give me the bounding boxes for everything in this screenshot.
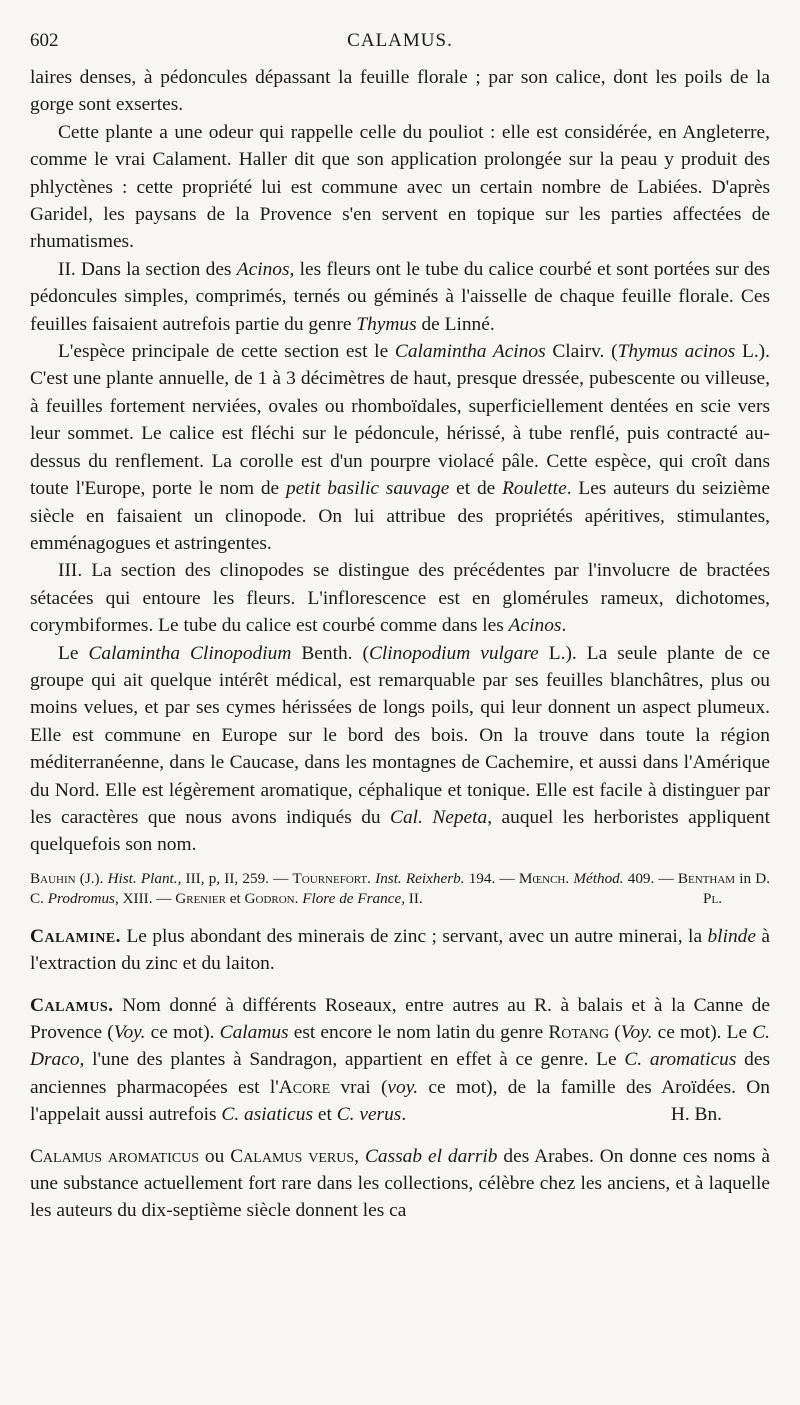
cross-ref: voy. [387,1076,419,1098]
author-signature: Pl. [703,889,722,907]
work-title: Hist. Plant. [107,869,178,887]
common-name: Roulette [502,478,567,500]
taxon-name: C. verus [336,1104,402,1126]
text-run: vrai ( [330,1076,388,1098]
text-run: ce mot). [145,1022,220,1043]
author: Bentham [677,869,736,887]
text-run: III. La section des clinopodes se distingue des précédentes par l'involucre de bractées sétacées qui entoure les fleurs. L'inflorescence est en glomérules rameux, dichotomes, corymbiformes. Le tube du calice est courbé comme dans les [30,560,770,637]
taxon-name: Cal. Nepeta [390,806,488,828]
cross-ref-term: Acore [278,1076,331,1098]
text-run: L'espèce principale de cette section est le [58,341,395,363]
text-run: à l'extraction du zinc et du laiton. [30,925,770,975]
text-run: de Linné. [416,313,495,335]
work-title: Prodromus [47,889,115,907]
text-run: . [294,889,303,907]
text-run: , l'une des plantes à Sandragon, appartient en effet à ce genre. Le [79,1049,625,1071]
text-run: , [354,1145,365,1167]
taxon-name: Calamintha Clinopodium [88,642,292,664]
text-run: ce mot). Le [652,1022,753,1043]
arabic-name: Cassab el darrib [364,1145,498,1167]
text-run: Le [58,642,89,664]
cross-ref: Voy. [113,1022,146,1043]
text-run: , auquel les herboristes appliquent quelquefois son nom. [30,806,771,856]
headword: Calamus verus [230,1145,355,1167]
text-run: . [367,869,376,887]
text-run: . Les auteurs du seizième siècle en faisaient un clinopode. On lui attribue des propriétés apéritives, stimulantes, emménagogues et astringentes. [30,478,770,554]
text-run: Benth. ( [291,642,369,664]
text-run: ce mot), de la famille des Aroïdées. On l'appelait aussi autrefois [30,1076,770,1126]
taxon-name: Calamintha Acinos [394,341,546,363]
entry-calamus [30,992,770,1129]
text-run: , les fleurs ont le tube du calice courbé et sont portées sur des pédoncules simples, comprimés, ternés ou géminés à l'aisselle de chaque feuille florale. Ces feuilles faisaient autrefois partie du genre [30,258,770,335]
text-run: , XIII. — [114,889,176,907]
paragraph-4 [30,338,770,557]
entry-calamus-aromaticus [30,1143,770,1225]
text-run: L.). C'est une plante annuelle, de 1 à 3 décimètres de haut, presque dressée, pubescente ou villeuse, à feuilles fortement nerviées, ovales ou rhomboïdales, superficiellement dentées en scie vers leur sommet. Le calice est fléchi sur le pédoncule, hérissé, à tube renflé, puis contracté au-dessus du renflement. La corolle est d'un pourpre violacé pâle. Cette espèce, qui croît dans toute l'Europe, porte le nom de [30,341,770,500]
work-title: Méthod. [573,869,624,887]
author: Godron [244,889,295,907]
taxon-name: Calamus [219,1022,289,1043]
author: Bauhin [30,869,76,887]
text-run: . [401,1104,407,1126]
author: Grenier [175,889,226,907]
headword: Calamus. [30,994,114,1016]
headword: Calamine. [30,925,122,947]
paragraph-3 [30,256,770,338]
text-run: des anciennes pharmacopées est l' [30,1049,771,1098]
paragraph-6 [30,640,770,859]
text-run: est encore le nom latin du genre [288,1022,549,1043]
text-run: et [225,889,245,907]
running-head: CALAMUS. [347,30,453,51]
taxon-name: C. aromaticus [624,1049,737,1071]
taxon-name: Acinos [236,258,290,280]
taxon-name: Thymus [356,313,417,335]
text-run: des Arabes. On donne ces noms à une substance actuellement fort rare dans les collections, célèbre chez les anciens, et à laquelle les auteurs du dix-septième siècle donnent les ca [30,1145,770,1222]
bibliography [30,869,770,909]
text-run: 409. — [623,869,678,887]
text-run: . [565,869,574,887]
work-title: Inst. Reixherb. [375,869,465,887]
text-run: . [561,615,567,637]
page-header [30,30,770,60]
paragraph-1: laires denses, à pédoncules dépassant la feuille florale ; par son calice, dont les poils de la gorge sont exsertes. [30,67,770,116]
taxon-name: C. asiaticus [221,1104,313,1126]
text-run: 194. — [464,869,519,887]
paragraph-5 [30,557,770,639]
common-name: petit basilic sauvage [285,478,450,500]
cross-ref: Voy. [620,1022,653,1043]
headword: Calamus aromaticus [30,1145,199,1167]
text-run: Nom donné à différents Roseaux, entre autres au R. à balais et à la Canne de Provence ( [30,994,770,1043]
text-run: ( [609,1022,621,1043]
text-run: , III, p, II, 259. — [177,869,293,887]
work-title: Flore de France [302,889,402,907]
taxon-name: C. Draco [30,1022,771,1071]
text-run: et de [449,478,503,500]
cross-ref-term: Rotang [548,1022,610,1043]
text-run: et [313,1104,337,1126]
taxon-name: Thymus acinos [617,341,736,363]
taxon-name: Clinopodium vulgare [368,642,539,664]
text-run: in D. C. [30,869,771,907]
author: Mœnch [518,869,566,887]
author: Tournefort [292,869,368,887]
text-italic: blinde [707,925,756,947]
text-run: II. Dans la section des [58,258,237,280]
text-run: Le plus abondant des minerais de zinc ; servant, avec un autre minerai, la [121,925,708,947]
text-run: Clairv. ( [545,341,618,363]
page-body [30,64,770,1225]
text-run: ou [199,1145,231,1167]
text-run: (J.). [75,869,108,887]
text-run: , II. [401,889,423,907]
text-run: L.). La seule plante de ce groupe qui ait quelque intérêt médical, est remarquable par ses feuilles blanchâtres, plus ou moins velues, et par ses cymes hérissées de longs poils, qui leur donnent un aspect plumeux. Elle est commune en Europe sur le bord des bois. On la trouve dans toute la région méditerranéenne, dans le Caucase, dans les montagnes de Cachemire, et aussi dans l'Amérique du Nord. Elle est légèrement aromatique, céphalique et tonique. Elle est facile à distinguer par les caractères que nous avons indiqués du [30,642,770,828]
taxon-name: Acinos [508,615,562,637]
author-signature: H. Bn. [670,1104,722,1126]
page-number: 602 [30,30,59,51]
entry-calamine [30,923,770,978]
paragraph-2: Cette plante a une odeur qui rappelle celle du pouliot : elle est considérée, en Angleterre, comme le vrai Calament. Haller dit que son application prolongée sur la peau y produit des phlyctènes : cette propriété lui est commune avec un certain nombre de Labiées. D'après Garidel, les paysans de la Provence s'en servent en topique sur les parties affectées de rhumatismes. [30,121,770,253]
